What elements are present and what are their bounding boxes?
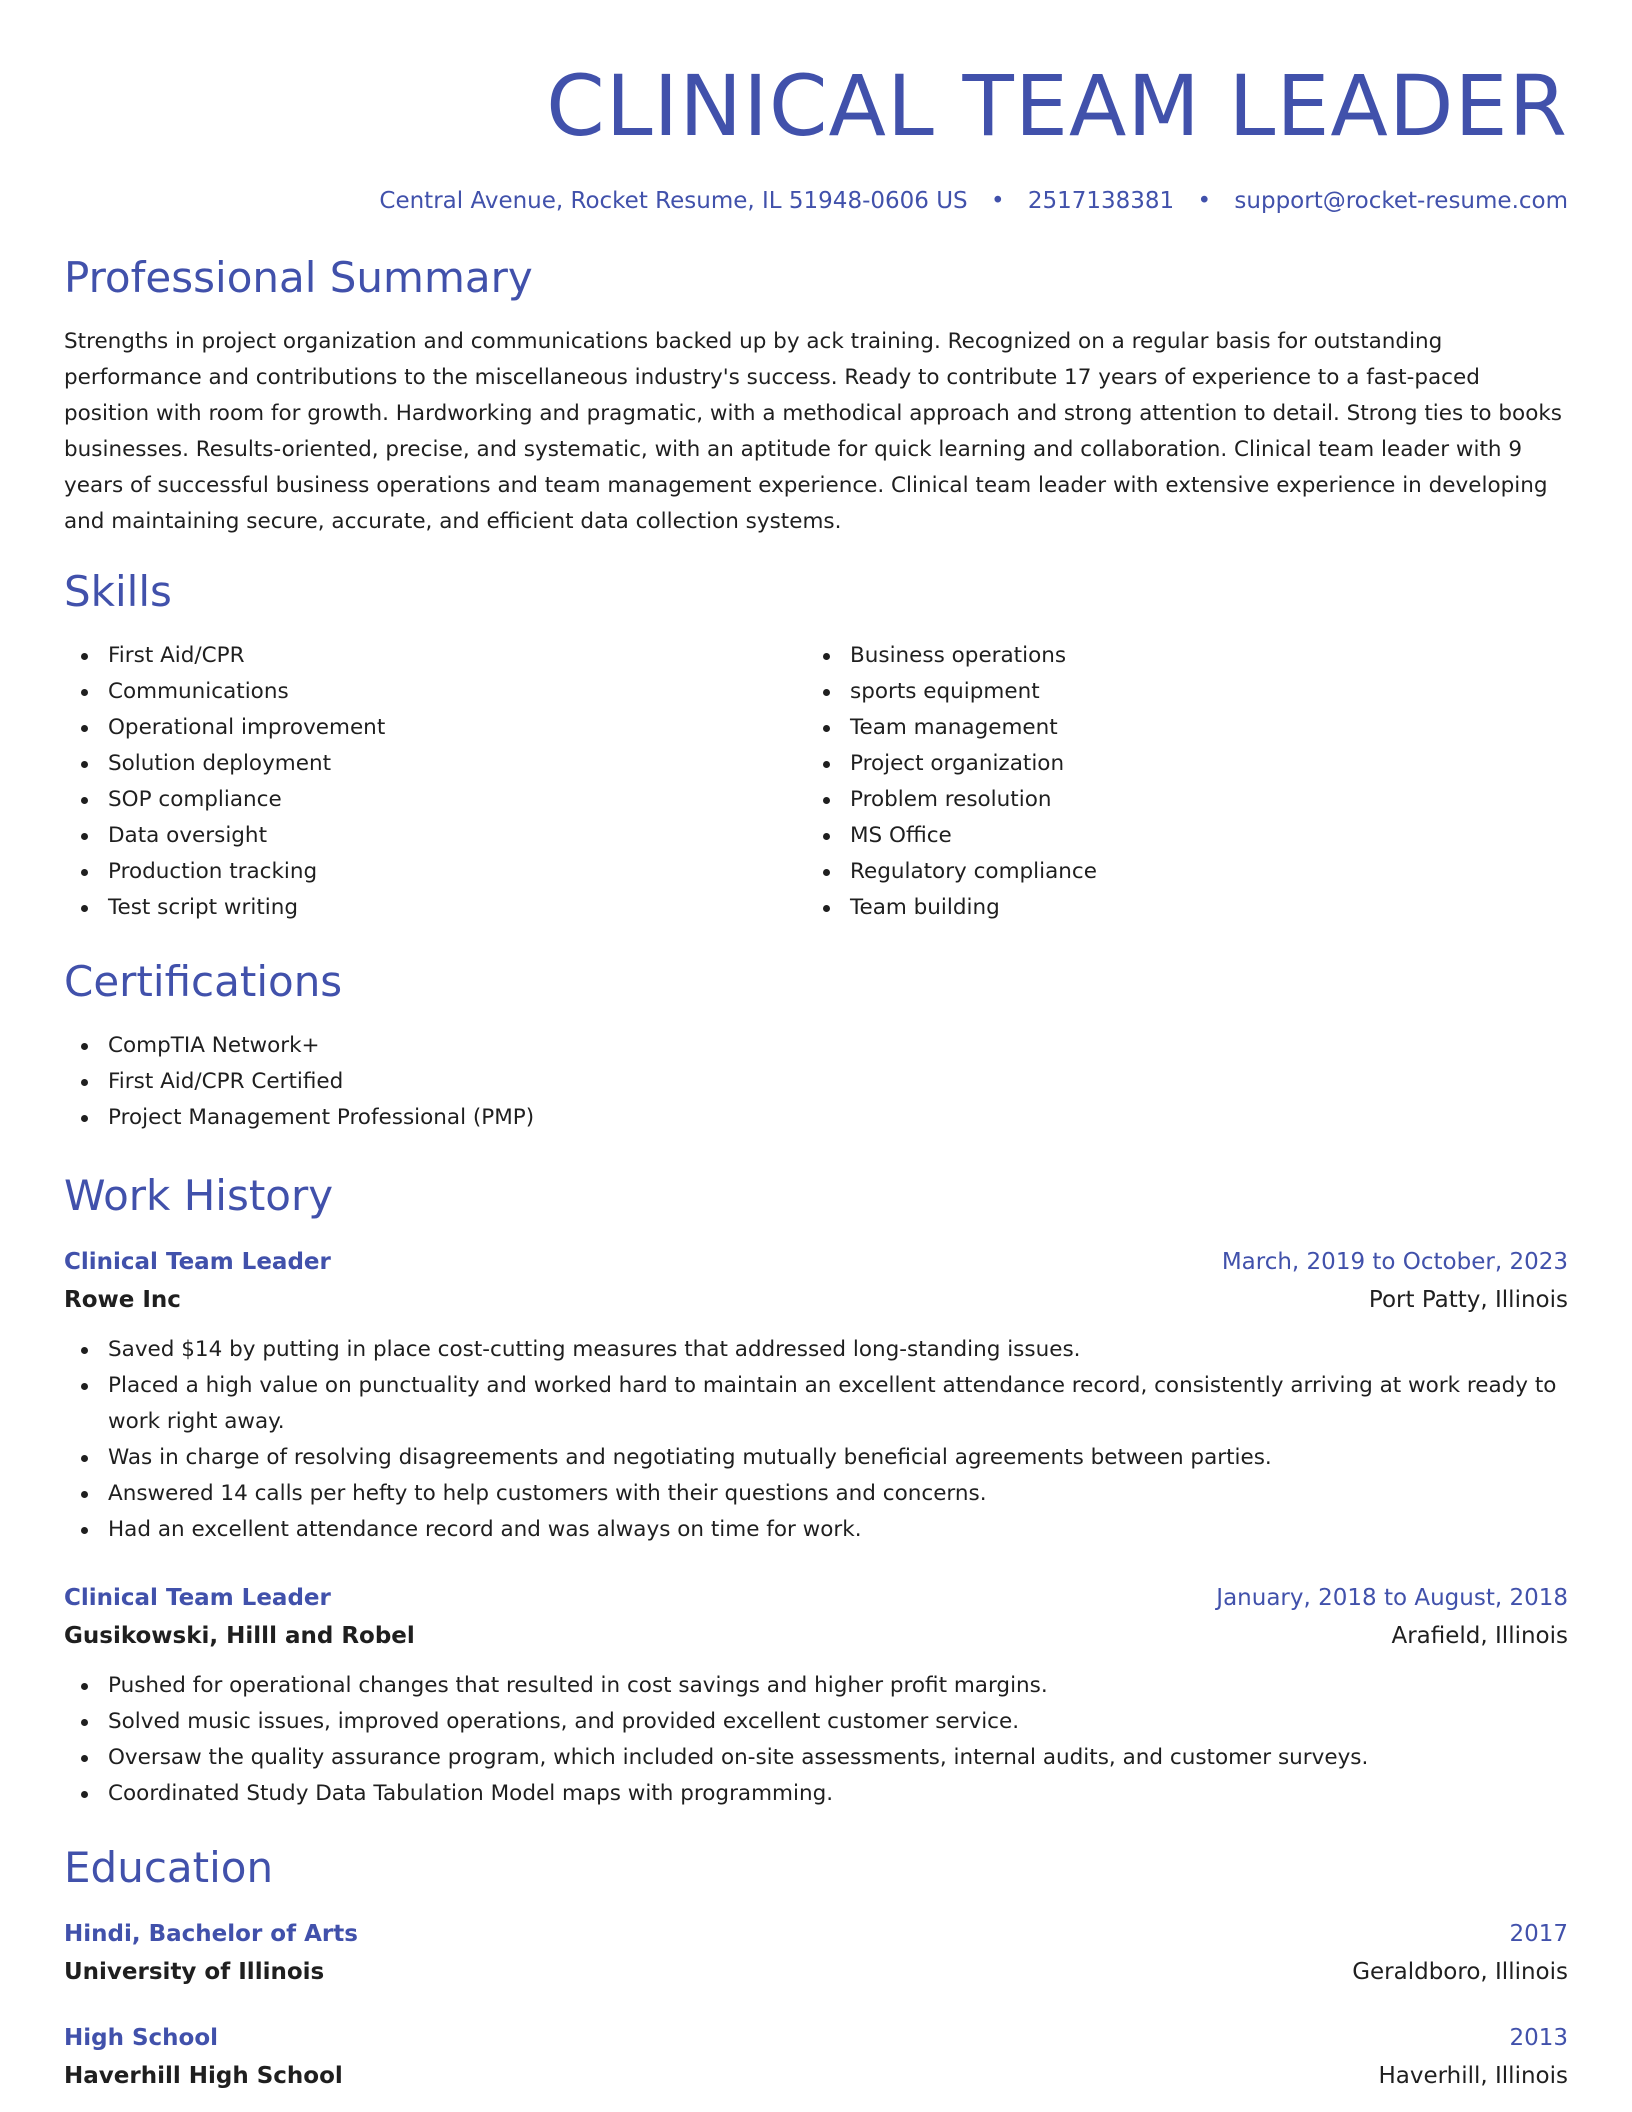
skill-item: Problem resolution [806,782,1548,818]
section-title: Work History [64,1171,334,1220]
skills-list-right [806,638,1548,926]
skill-item: Production tracking [64,854,806,890]
skills-section [64,566,1568,926]
education-location: Haverhill, Illinois [1378,2063,1568,2089]
section-title: Professional Summary [64,253,533,302]
certifications-list [64,1028,1568,1136]
skills-column-left [64,638,806,926]
education-section [64,1842,1568,2096]
job-entry [64,1580,1568,1812]
resume-header [64,56,1568,218]
education-entry [64,2020,1568,2096]
job-bullet: Answered 14 calls per hefty to help customers with their questions and concerns. [64,1476,1568,1512]
skill-item: Team building [806,890,1548,926]
skills-column-right [806,638,1548,926]
job-title-row [64,1244,1568,1280]
job-bullet: Placed a high value on punctuality and worked hard to maintain an excellent attendance record, consistently arriving at work ready to work right away. [64,1368,1568,1440]
job-bullet: Coordinated Study Data Tabulation Model maps with programming. [64,1776,1568,1812]
job-company: Gusikowski, Hilll and Robel [64,1623,415,1649]
job-bullet: Solved music issues, improved operations, and provided excellent customer service. [64,1704,1568,1740]
job-company-row [64,1616,1568,1656]
job-title: Clinical Team Leader [64,1585,331,1611]
education-degree: High School [64,2025,219,2051]
skill-item: Solution deployment [64,746,806,782]
education-degree-row [64,1916,1568,1952]
job-company: Rowe Inc [64,1287,181,1313]
education-year: 2013 [1509,2025,1568,2051]
skill-item: Team management [806,710,1548,746]
skill-item: Operational improvement [64,710,806,746]
summary-section [64,252,1568,540]
contact-separator: • [990,188,1005,214]
skill-item: Regulatory compliance [806,854,1548,890]
job-bullet: Was in charge of resolving disagreements and negotiating mutually beneficial agreements between parties. [64,1440,1568,1476]
resume-page [64,0,1568,2096]
skill-item: First Aid/CPR [64,638,806,674]
contact-separator: • [1197,188,1212,214]
job-company-row [64,1280,1568,1320]
certification-item: Project Management Professional (PMP) [64,1100,1568,1136]
certification-item: First Aid/CPR Certified [64,1064,1568,1100]
job-bullet: Pushed for operational changes that resulted in cost savings and higher profit margins. [64,1668,1568,1704]
skill-item: Project organization [806,746,1548,782]
skills-grid [64,638,1568,926]
job-dates: January, 2018 to August, 2018 [1216,1585,1568,1611]
education-degree-row [64,2020,1568,2056]
job-title-row [64,1580,1568,1616]
education-school: Haverhill High School [64,2063,343,2089]
job-bullets [64,1668,1568,1812]
job-bullet: Oversaw the quality assurance program, which included on-site assessments, internal audits, and customer surveys. [64,1740,1568,1776]
section-title: Certifications [64,957,343,1006]
job-bullet: Saved $14 by putting in place cost-cutting measures that addressed long-standing issues. [64,1332,1568,1368]
job-location: Arafield, Illinois [1391,1623,1568,1649]
contact-email[interactable]: support@rocket-resume.com [1234,188,1568,214]
education-year: 2017 [1509,1921,1568,1947]
certifications-section [64,956,1568,1136]
section-title: Skills [64,567,172,616]
skill-item: Test script writing [64,890,806,926]
skill-item: Business operations [806,638,1548,674]
contact-line [64,184,1568,218]
job-title: Clinical Team Leader [64,1249,331,1275]
job-entry [64,1244,1568,1548]
skill-item: MS Office [806,818,1548,854]
education-degree: Hindi, Bachelor of Arts [64,1921,358,1947]
job-bullet: Had an excellent attendance record and was always on time for work. [64,1512,1568,1548]
education-school-row [64,1952,1568,1992]
certification-item: CompTIA Network+ [64,1028,1568,1064]
work-history-section [64,1170,1568,1812]
resume-name: CLINICAL TEAM LEADER [546,57,1568,155]
skills-list-left [64,638,806,926]
education-school: University of Illinois [64,1959,325,1985]
skill-item: SOP compliance [64,782,806,818]
education-school-row [64,2056,1568,2096]
skill-item: Data oversight [64,818,806,854]
section-title: Education [64,1843,274,1892]
job-dates: March, 2019 to October, 2023 [1221,1249,1568,1275]
contact-phone: 2517138381 [1027,188,1175,214]
education-entry [64,1916,1568,1992]
job-location: Port Patty, Illinois [1368,1287,1568,1313]
summary-text: Strengths in project organization and communications backed up by ack training. Recognized on a regular basis for outstanding performance and contributions to the miscellaneous industry's success. Ready to contribute 17 years of experience to a fast-paced position with room for growth. Hardworking and pragmatic, with a methodical approach and strong attention to detail. Strong ties to books businesses. Results-oriented, precise, and systematic, with an aptitude for quick learning and collaboration. Clinical team leader with 9 years of successful business operations and team management experience. Clinical team leader with extensive experience in developing and maintaining secure, accurate, and efficient data collection systems. [64,329,1563,534]
job-bullets [64,1332,1568,1548]
skill-item: sports equipment [806,674,1548,710]
skill-item: Communications [64,674,806,710]
contact-address: Central Avenue, Rocket Resume, IL 51948-0606 US [379,188,968,214]
education-location: Geraldboro, Illinois [1352,1959,1568,1985]
